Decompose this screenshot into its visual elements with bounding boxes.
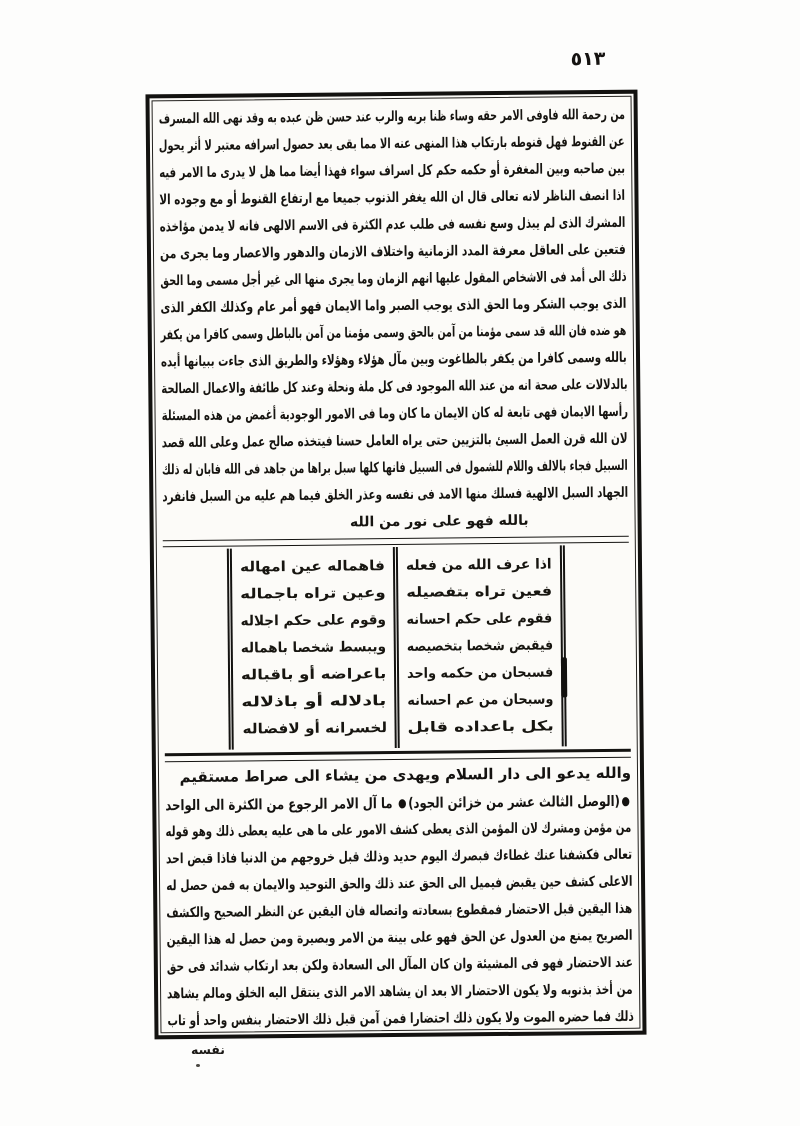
text-line — [167, 1004, 633, 1034]
poem-block — [163, 545, 631, 750]
page-number: ٥١٣ — [570, 47, 606, 71]
line-text: فتعين على العاقل معرفة المدد الزمانية واختلاف الازمان والدهور والاعصار وما يجرى من — [160, 241, 627, 263]
verse-hemistich — [241, 661, 386, 689]
verse-hemistich — [406, 552, 552, 580]
poem-column-first-hemistichs — [393, 545, 567, 748]
verse-hemistich — [406, 579, 552, 607]
verse-text: لخسرانه أو لافضاله — [242, 720, 387, 738]
line-text: هذا اليقين قبل الاحتضار فمقطوع بسعادته واتصاله فان اليقين عن النظر الصحيح والكشف — [166, 900, 633, 922]
line-text: ذلك فما حضره الموت ولا يكون ذلك احتضارا فمن آمن قبل ذلك الاحتضار بنفس واحد أو تاب — [166, 1008, 634, 1030]
verse-text: فسبحان من حكمه واحد — [406, 664, 554, 682]
verse-text: اذا عرف الله من فعله — [406, 556, 553, 574]
verse-text: باعراضه أو باقباله — [240, 666, 387, 684]
verse-text: بكل باعداده قابل — [407, 718, 554, 736]
scan-speck — [196, 1064, 200, 1067]
verse-hemistich — [407, 686, 553, 714]
line-text: الذى يوجب الشكر وما الحق الذى يوجب الصبر واما الايمان فهو أمر عام وكذلك الكفر الذى — [160, 295, 627, 317]
text-line-paragraph-end — [162, 507, 628, 538]
verse-text: وسبحان من عم احسانه — [407, 691, 554, 709]
ink-blot — [561, 657, 567, 697]
line-text: بالله فهو على نور من الله — [349, 512, 529, 531]
line-text: المشرك الذى لم يبذل وسع نفسه فى طلب عدم الكثرة فى الاسم الالهى فانه لا يدمن مؤاخذه — [159, 214, 626, 236]
line-text: من رحمة الله فاوفى الامر حقه وساء ظنا بربه والرب عند حسن ظن عبده به وقد نهى الله المسرف — [158, 106, 625, 128]
section-heading-title: (الوصل الثالث عشر من خزائن الجود) — [407, 793, 620, 812]
line-text: بالله وسمى كافرا من يكفر بالطاغوت وبين مآل هؤلاء وهؤلاء والطريق الذى جاءت ببيانها أيده — [161, 349, 628, 371]
verse-hemistich — [240, 553, 385, 581]
quran-verse-text: والله يدعو الى دار السلام ويهدى من يشاء الى صراط مستقيم — [179, 763, 632, 787]
line-text: من مؤمن ومشرك لان المؤمن الذى يعطى كشف الامور على ما هى عليه يعطى ذلك وهو قوله — [165, 819, 632, 841]
line-text: تعالى فكشفنا عنك غطاءك فبصرك اليوم حديد وذلك قبل خروجهم من الدنيا فاذا قبض احد — [165, 846, 632, 868]
verse-text: وقوم على حكم اجلاله — [240, 612, 386, 630]
line-text: هو ضده فان الله قد سمى مؤمنا من آمن بالحق وسمى مؤمنا من آمن بالباطل وسمى كافرا من يكفر — [160, 322, 627, 344]
text-line — [162, 480, 628, 511]
page-frame-inner — [152, 96, 641, 1034]
line-text: اذا انصف الناظر لانه تعالى قال ان الله يغفر الذنوب جميعا مع ارتفاع القنوط أو مع وجوده الا — [159, 187, 626, 209]
verse-hemistich — [240, 607, 385, 635]
verse-hemistich — [241, 688, 386, 716]
rosette-icon: ● — [397, 795, 407, 810]
verse-text: فاهماله عين امهاله — [240, 558, 386, 576]
section-heading-subtitle: ما آل الامر الرجوع من الكثرة الى الواحد — [165, 796, 393, 815]
line-text: بالدلالات على صحة انه من عند الله الموجود فى كل ملة ونحلة وعند كل طائفة والاعمال الصالحة — [161, 376, 628, 398]
line-text: عند الاحتضار فهو فى المشيئة وان كان المآل الى السعادة ولكن بعد ارتكاب شدائد فى حق — [166, 954, 633, 976]
line-text: الجهاد السبل الالهية فسلك منها الامد فى نفسه وعذر الخلق فيما هم عليه من السبل فانفرد — [162, 484, 629, 506]
page-frame — [145, 90, 646, 1040]
verse-hemistich — [241, 715, 386, 743]
catchword: نفسه — [191, 1042, 225, 1057]
verse-hemistich — [406, 606, 552, 634]
verse-hemistich — [407, 632, 553, 660]
verse-hemistich — [407, 659, 553, 687]
verse-text: ويبسط شخصا باهماله — [240, 639, 386, 657]
verse-hemistich — [407, 713, 553, 741]
line-text: رأسها الايمان فهى تابعة له كان الايمان ما كان وما فى الامور الوجودية أغمض من هذه المسئلة — [161, 403, 628, 425]
line-text: الصريح يمنع من العدول عن الحق فهو على بينة من الامر وبصيرة ومن حصل له هذا اليقين — [166, 927, 633, 949]
section-heading — [165, 787, 631, 819]
line-text: ذلك الى أمد فى الاشخاص المقول عليها انهم الزمان وما يجرى منها الى غير أجل مسمى وما الحق — [159, 268, 627, 290]
line-text: بين صاحبه وبين المغفرة أو حكمه حكم كل اسراف سواء فهذا أيضا مما هل لا يدرى ما الامر فيه — [159, 160, 626, 182]
verse-hemistich — [241, 634, 386, 662]
verse-text: فقوم على حكم احسانه — [406, 610, 553, 628]
line-text: عن القنوط فهل قنوطه بارتكاب هذا المنهى عنه الا مما بقى بعد حصول اسرافه معتبر لا أثر يحول — [159, 133, 626, 155]
line-text: السبيل فجاء بالالف واللام للشمول فى السبيل فانها كلها سبل براها من جاهد فى الله فابان له ذلك — [162, 457, 629, 479]
line-text: من أخذ بذنوبه ولا يكون الاحتضار الا بعد ان يشاهد الامر الذى ينتقل اليه الخلق ومالم يشاهد — [167, 981, 634, 1003]
poem-column-second-hemistichs — [227, 547, 395, 750]
verse-text: فيقبض شخصا بتخصيصه — [406, 637, 553, 655]
line-text: الاعلى كشف حين يقبض فيميل الى الحق عند ذلك والحق التوحيد والايمان به فمن حصل له — [165, 873, 633, 895]
verse-text: بادلاله أو باذلاله — [241, 693, 387, 711]
verse-text: وعين تراه باجماله — [239, 585, 386, 603]
line-text: لان الله قرن العمل السيئ بالتزيين حتى يراه العامل حسنا فيتخذه صالح عمل وعلى الله قصد — [161, 430, 628, 452]
rosette-icon: ● — [621, 793, 630, 808]
verse-text: فعين تراه بتفصيله — [406, 583, 553, 601]
verse-hemistich — [240, 580, 385, 608]
